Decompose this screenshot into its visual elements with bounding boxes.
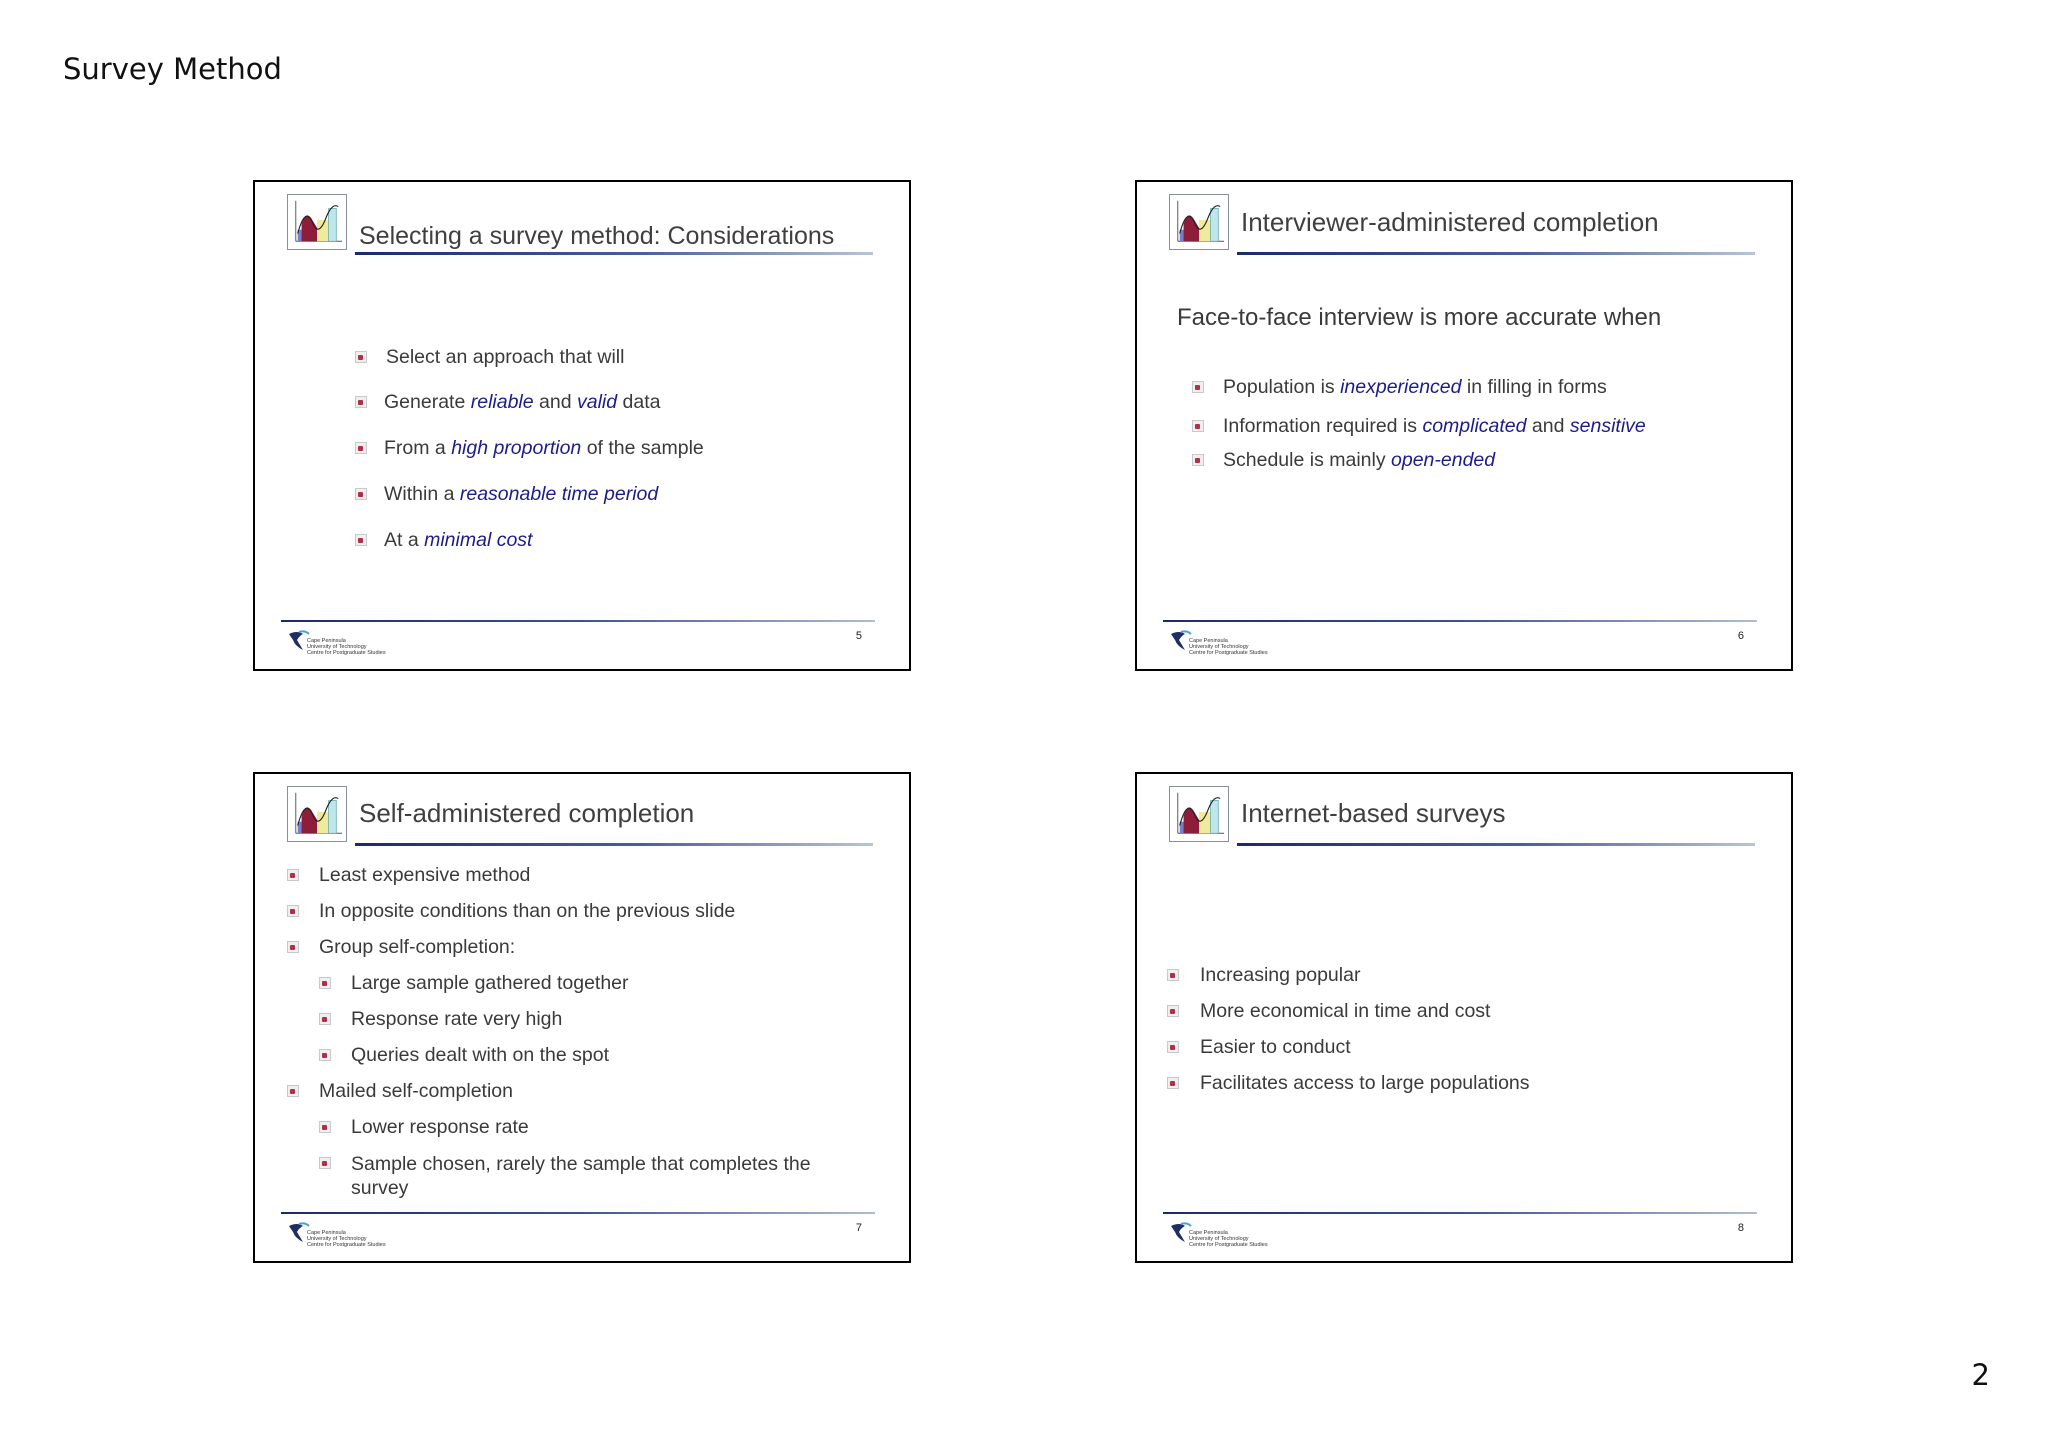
svg-text:University of Technology: University of Technology: [1189, 1236, 1249, 1242]
slide-subheading: Face-to-face interview is more accurate when: [1177, 304, 1662, 331]
list-item: Large sample gathered together: [351, 972, 879, 995]
slide-7: [253, 772, 911, 1263]
bullet-list: [1223, 376, 1646, 472]
footer-rule: [1163, 1212, 1757, 1214]
svg-text:Cape Peninsula: Cape Peninsula: [1189, 638, 1228, 644]
bullet-icon: [1192, 381, 1204, 393]
svg-text:Centre for Postgraduate Studie: Centre for Postgraduate Studies: [1189, 650, 1268, 656]
svg-text:Cape Peninsula: Cape Peninsula: [307, 638, 346, 644]
list-item: Response rate very high: [351, 1008, 879, 1031]
chart-logo-icon: [287, 786, 347, 842]
bullet-icon: [319, 1013, 331, 1025]
bullet-icon: [319, 1157, 331, 1169]
list-item: Select an approach that will: [386, 346, 704, 369]
list-item: Within a reasonable time period: [384, 483, 704, 506]
bullet-icon: [355, 534, 367, 546]
page-number: 2: [1971, 1358, 1990, 1392]
page-header: Survey Method: [63, 52, 282, 86]
bullet-list: [1200, 964, 1530, 1095]
title-rule: [355, 843, 873, 846]
slide-6: [1135, 180, 1793, 671]
list-item: More economical in time and cost: [1200, 1000, 1530, 1023]
bullet-icon: [319, 1121, 331, 1133]
svg-text:University of Technology: University of Technology: [307, 1236, 367, 1242]
slide-number: 5: [855, 630, 862, 642]
list-item: Easier to conduct: [1200, 1036, 1530, 1059]
bullet-icon: [287, 941, 299, 953]
footer-rule: [281, 1212, 875, 1214]
bullet-icon: [1192, 454, 1204, 466]
slide-title: Interviewer-administered completion: [1241, 207, 1659, 237]
bullet-icon: [319, 1049, 331, 1061]
institution-logo: [1167, 628, 1287, 662]
svg-text:Centre for Postgraduate Studie: Centre for Postgraduate Studies: [307, 1242, 386, 1248]
list-item: Facilitates access to large populations: [1200, 1072, 1530, 1095]
bullet-icon: [319, 977, 331, 989]
slide-number: 7: [855, 1222, 862, 1234]
bullet-icon: [1192, 420, 1204, 432]
chart-logo-icon: [1169, 194, 1229, 250]
bullet-icon: [355, 488, 367, 500]
list-item: Lower response rate: [351, 1116, 879, 1139]
bullet-icon: [1167, 1077, 1179, 1089]
title-rule: [355, 252, 873, 255]
bullet-icon: [287, 869, 299, 881]
bullet-icon: [355, 351, 367, 363]
slide-number: 6: [1737, 630, 1744, 642]
list-item: Increasing popular: [1200, 964, 1530, 987]
institution-logo: [285, 1220, 405, 1254]
list-item: Mailed self-completion: [319, 1080, 879, 1103]
bullet-icon: [1167, 1041, 1179, 1053]
list-item: Population is inexperienced in filling in forms: [1223, 376, 1646, 399]
bullet-icon: [1167, 969, 1179, 981]
bullet-icon: [355, 442, 367, 454]
list-item: Generate reliable and valid data: [384, 391, 704, 414]
list-item: Least expensive method: [319, 864, 879, 887]
slide-title: Internet-based surveys: [1241, 798, 1506, 828]
svg-text:University of Technology: University of Technology: [307, 644, 367, 650]
bullet-icon: [287, 905, 299, 917]
list-item: Schedule is mainly open-ended: [1223, 449, 1646, 472]
institution-logo: [1167, 1220, 1287, 1254]
institution-logo: [285, 628, 405, 662]
list-item: From a high proportion of the sample: [384, 437, 704, 460]
svg-text:Centre for Postgraduate Studie: Centre for Postgraduate Studies: [1189, 1242, 1268, 1248]
bullet-list: [386, 346, 704, 552]
list-item: Group self-completion:: [319, 936, 879, 959]
footer-rule: [1163, 620, 1757, 622]
title-rule: [1237, 843, 1755, 846]
list-item: At a minimal cost: [384, 529, 704, 552]
bullet-icon: [355, 396, 367, 408]
svg-text:Centre for Postgraduate Studie: Centre for Postgraduate Studies: [307, 650, 386, 656]
slide-title: Self-administered completion: [359, 798, 695, 828]
svg-text:Cape Peninsula: Cape Peninsula: [307, 1230, 346, 1236]
slide-5: [253, 180, 911, 671]
footer-rule: [281, 620, 875, 622]
slide-8: [1135, 772, 1793, 1263]
list-item: In opposite conditions than on the previous slide: [319, 900, 879, 923]
bullet-list: [319, 864, 879, 1200]
chart-logo-icon: [1169, 786, 1229, 842]
slide-title: Selecting a survey method: Considerations: [359, 222, 835, 250]
list-item: Sample chosen, rarely the sample that completes the survey: [351, 1152, 851, 1200]
slide-number: 8: [1737, 1222, 1744, 1234]
svg-text:University of Technology: University of Technology: [1189, 644, 1249, 650]
list-item: Information required is complicated and sensitive: [1223, 415, 1646, 438]
bullet-icon: [1167, 1005, 1179, 1017]
list-item: Queries dealt with on the spot: [351, 1044, 879, 1067]
chart-logo-icon: [287, 194, 347, 250]
bullet-icon: [287, 1085, 299, 1097]
title-rule: [1237, 252, 1755, 255]
svg-text:Cape Peninsula: Cape Peninsula: [1189, 1230, 1228, 1236]
